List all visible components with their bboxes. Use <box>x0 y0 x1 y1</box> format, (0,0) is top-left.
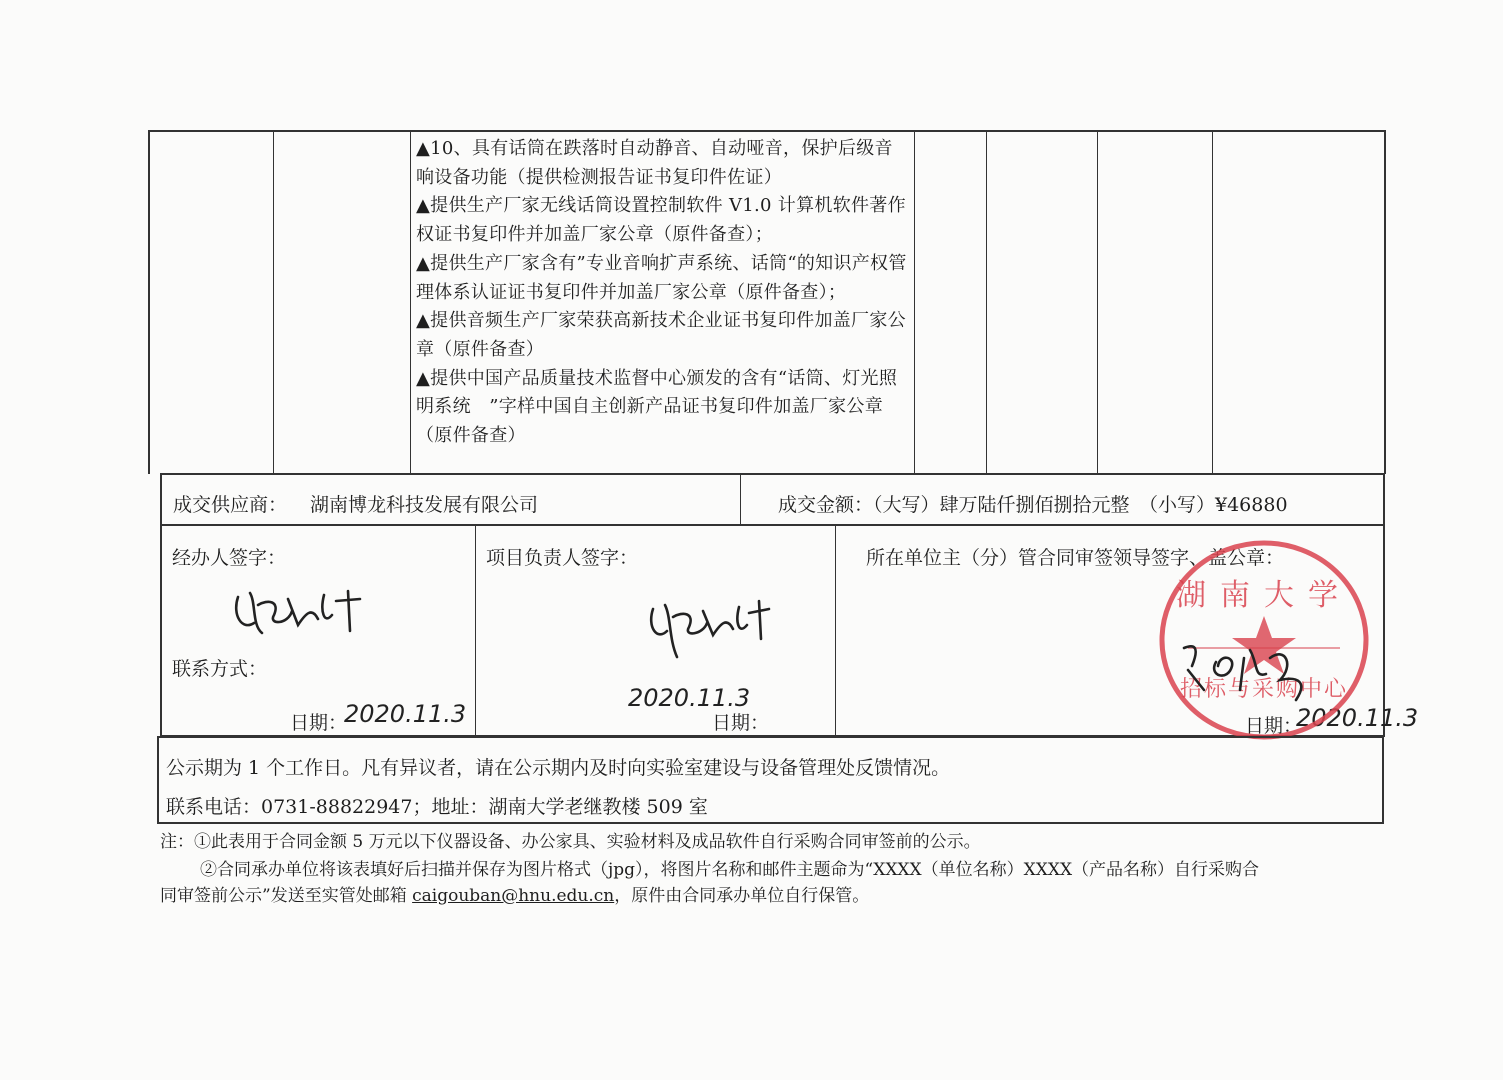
spec-line: ▲提供中国产品质量技术监督中心颁发的含有“话筒、灯光照明系统 ”字样中国自主创新产品证书复印件加盖厂家公章（原件备查） <box>416 367 898 447</box>
seal-bottom-text: 招标与采购中心 <box>1179 677 1348 702</box>
announcement-contact: 联系电话：0731-88822947；地址：湖南大学老继教楼 509 室 <box>166 796 708 818</box>
spec-col-divider <box>410 130 411 474</box>
spec-line: ▲提供音频生产厂家荣获高新技术企业证书复印件加盖厂家公章（原件备查） <box>416 310 906 360</box>
handler-signature <box>228 585 378 645</box>
spec-col-divider <box>1097 130 1098 474</box>
leader-date-value: 2020.11.3 <box>1296 704 1419 732</box>
deal-amount: 成交金额：（大写）肆万陆仟捌佰捌拾元整 （小写）¥46880 <box>778 494 1288 516</box>
note-line <box>160 881 869 906</box>
spec-col-divider <box>914 130 915 474</box>
note-text: 同审签前公示”发送至实管处邮箱 <box>160 886 413 906</box>
handler-contact-label: 联系方式： <box>172 658 268 680</box>
leader-sign-label: 所在单位主（分）管合同审签领导签字、盖公章： <box>866 547 1285 569</box>
spec-line: ▲10、具有话筒在跌落时自动静音、自动哑音，保护后级音响设备功能（提供检测报告证书复印件佐证） <box>416 138 893 188</box>
spec-line: ▲提供生产厂家无线话筒设置控制软件 V1.0 计算机软件著作权证书复印件并加盖厂家公章（原件备查）； <box>416 195 906 246</box>
note-line: ②合同承办单位将该表填好后扫描并保存为图片格式（jpg），将图片名称和邮件主题命为“XXXX（单位名称）XXXX（产品名称）自行采购合 <box>200 860 1260 880</box>
announcement-period: 公示期为 1 个工作日。凡有异议者，请在公示期内及时向实验室建设与设备管理处反馈情况。 <box>166 757 951 779</box>
supplier-divider <box>740 473 741 526</box>
seal-top-text: 湖南大学 <box>1176 578 1352 613</box>
signature-divider <box>835 525 836 737</box>
spec-col-divider <box>273 130 274 474</box>
leader-signature <box>1158 540 1370 740</box>
supplier-value: 湖南博龙科技发展有限公司 <box>310 494 539 516</box>
spec-text <box>416 135 908 451</box>
spec-line: ▲提供生产厂家含有”专业音响扩声系统、话筒“的知识产权管理体系认证证书复印件并加盖厂家公章（原件备查）； <box>416 252 907 303</box>
handler-date-label: 日期： <box>290 712 348 734</box>
spec-col-divider <box>986 130 987 474</box>
lead-date-label: 日期： <box>712 712 770 734</box>
lead-sign-label: 项目负责人签字： <box>486 547 639 569</box>
lead-date-value: 2020.11.3 <box>628 684 751 712</box>
email-link[interactable]: caigouban@hnu.edu.cn <box>412 886 615 906</box>
note-text: ，原件由合同承办单位自行保管。 <box>614 886 870 906</box>
signature-divider <box>475 525 476 737</box>
spec-col-divider <box>1212 130 1213 474</box>
lead-signature <box>645 595 775 665</box>
supplier-label: 成交供应商： <box>173 494 288 516</box>
official-seal <box>1158 540 1370 740</box>
handler-sign-label: 经办人签字： <box>172 547 287 569</box>
leader-date-label: 日期： <box>1245 715 1303 737</box>
note-line: 注：①此表用于合同金额 5 万元以下仪器设备、办公家具、实验材料及成品软件自行采购合同审签前的公示。 <box>160 832 981 852</box>
handler-date-value: 2020.11.3 <box>344 700 467 728</box>
